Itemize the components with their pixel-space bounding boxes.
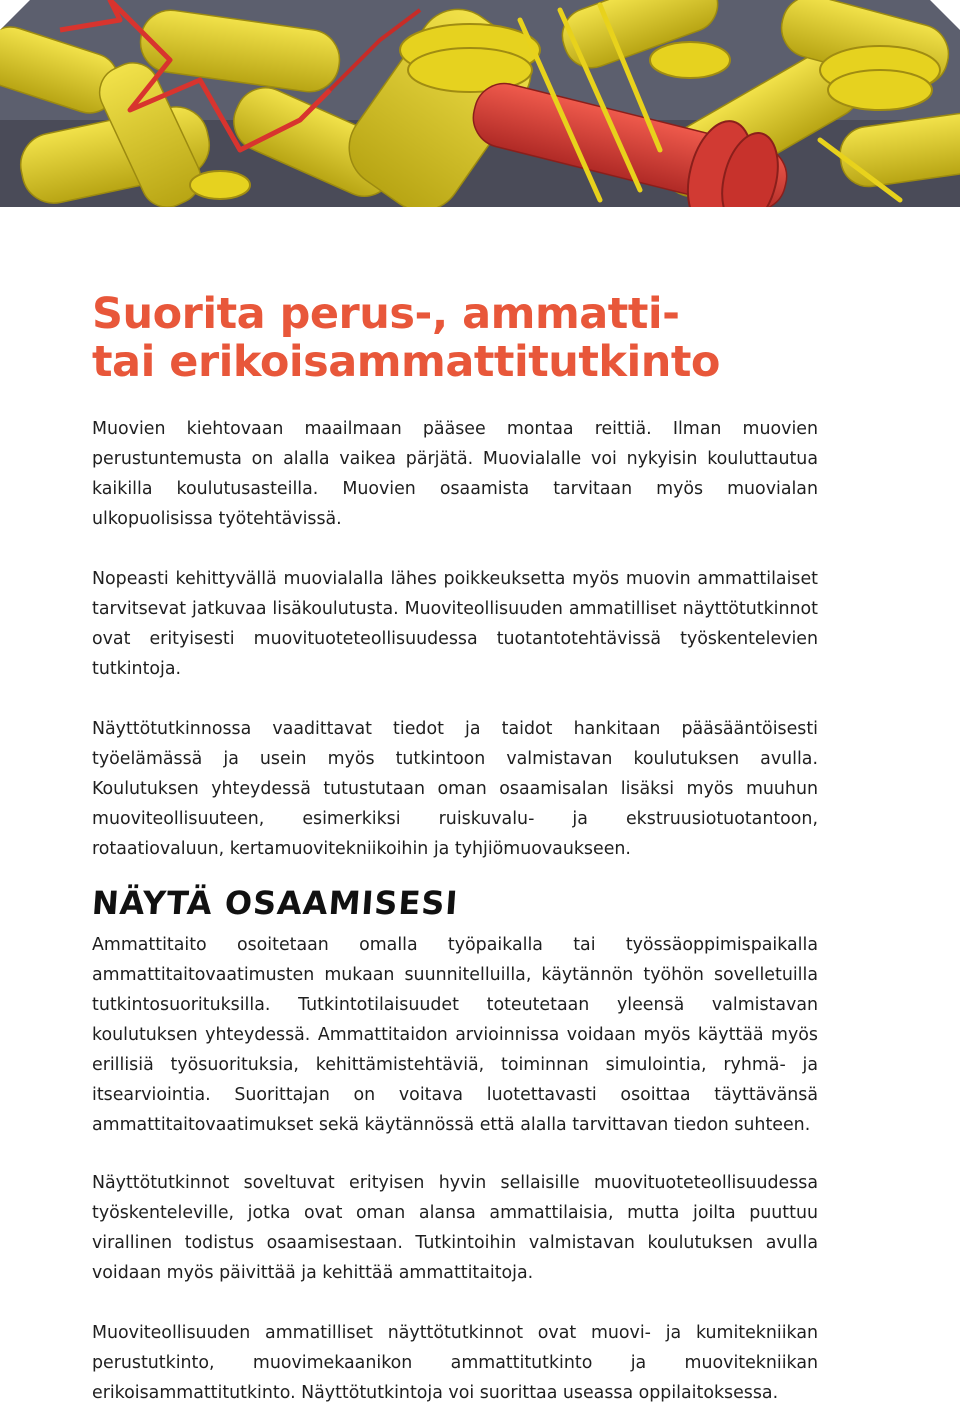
- title-line-1: Suorita perus-, ammatti-: [92, 289, 680, 339]
- plastic-parts-photo-icon: [0, 0, 960, 207]
- section-heading: NÄYTÄ OSAAMISESI: [90, 884, 460, 922]
- body-paragraph: Nopeasti kehittyvällä muovialalla lähes poikkeuksetta myös muovin ammattilaiset tarvitsevat jatkuvaa lisäkoulutusta. Muoviteollisuuden ammatilliset näyttötutkinnot ovat erityisesti muovituoteteollisuudessa tuotantotehtävissä työskentelevien tutkintoja.: [92, 569, 818, 679]
- section-paragraph: Näyttötutkinnot soveltuvat erityisen hyvin sellaisille muovituoteteollisuudessa työskenteleville, jotka ovat oman alansa ammattilaisia, mutta joilta puuttuu virallinen todistus osaamisestaan. Tutkintoihin valmistavan koulutuksen avulla voidaan myös päivittää ja kehittää ammattitaitoja.: [92, 1173, 818, 1283]
- header-photo: [0, 0, 960, 207]
- title-line-2: tai erikoisammattitutkinto: [92, 337, 720, 387]
- section-paragraph: Muoviteollisuuden ammatilliset näyttötutkinnot ovat muovi- ja kumitekniikan perustutkinto, muovimekaanikon ammattitutkinto ja muovitekniikan erikoisammattitutkinto. Näyttötutkintoja voi suorittaa useassa oppilaitoksessa.: [92, 1323, 818, 1403]
- section-paragraph: Ammattitaito osoitetaan omalla työpaikalla tai työssäoppimispaikalla ammattitaitovaatimusten mukaan suunnitelluilla, käytännön työhön sovelletuilla tutkintosuorituksilla. Tutkintotilaisuudet toteutetaan yleensä valmistavan koulutuksen yhteydessä. Ammattitaidon arvioinnissa voidaan myös käyttää myös erillisiä työsuorituksia, kehittämistehtäviä, toiminnan simulointia, ryhmä- ja itsearviointia. Suorittajan on voitava luotettavasti osoittaa täyttävänsä ammattitaitovaatimukset sekä käytännössä että alalla tarvittavan tiedon suhteen.: [92, 935, 818, 1135]
- intro-paragraph: Muovien kiehtovaan maailmaan pääsee montaa reittiä. Ilman muovien perustuntemusta on alalla vaikea pärjätä. Muovialalle voi nykyisin kouluttautua kaikilla koulutusasteilla. Muovien osaamista tarvitaan myös muovialan ulkopuolisissa työtehtävissä.: [92, 419, 818, 529]
- page-title: [92, 290, 852, 386]
- body-paragraph: Näyttötutkinnossa vaadittavat tiedot ja taidot hankitaan pääsääntöisesti työelämässä ja usein myös tutkintoon valmistavan koulutuksen avulla. Koulutuksen yhteydessä tutustutaan oman osaamisalan lisäksi myös muuhun muoviteollisuuteen, esimerkiksi ruiskuvalu- ja ekstruusiotuotantoon, rotaatiovaluun, kertamuovitekniikoihin ja tyhjiömuovaukseen.: [92, 719, 818, 859]
